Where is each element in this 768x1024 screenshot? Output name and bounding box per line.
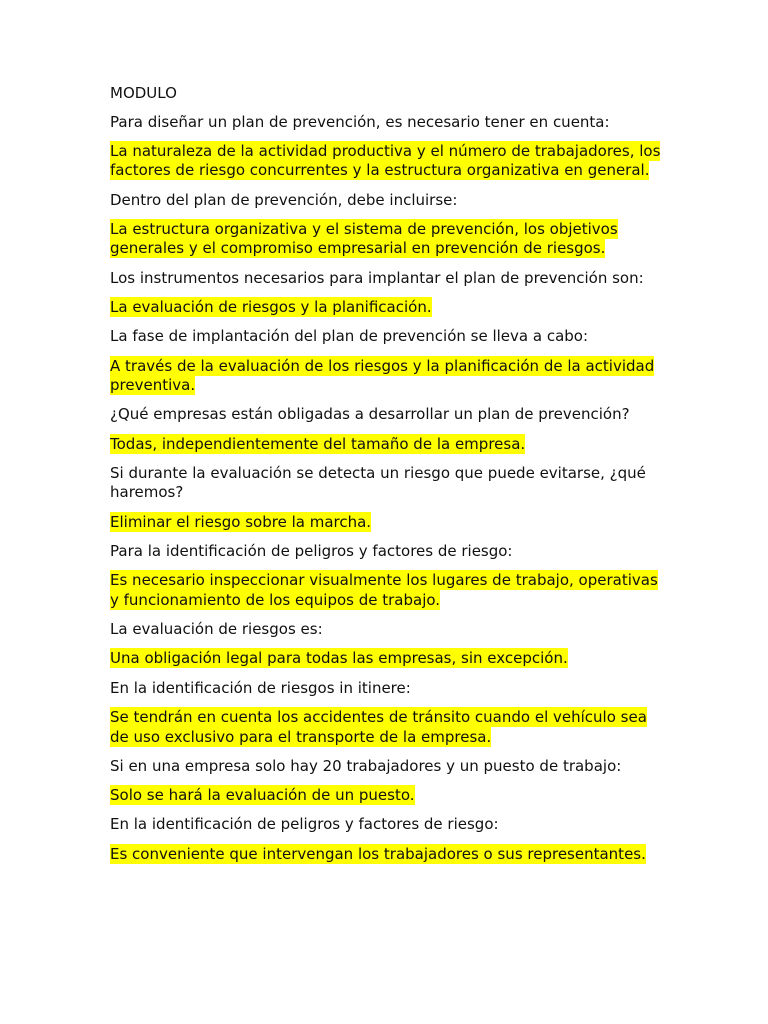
answer-highlight: Todas, independientemente del tamaño de la empresa.	[110, 434, 526, 453]
answer-5	[110, 435, 662, 455]
answer-highlight: Solo se hará la evaluación de un puesto.	[110, 786, 415, 805]
answer-1	[110, 142, 662, 181]
answer-highlight: La evaluación de riesgos y la planificación.	[110, 297, 432, 316]
question-11: En la identificación de peligros y factores de riesgo:	[110, 815, 499, 834]
answer-7	[110, 571, 662, 610]
answer-8	[110, 649, 662, 669]
answer-highlight: Eliminar el riesgo sobre la marcha.	[110, 512, 372, 531]
answer-highlight: Se tendrán en cuenta los accidentes de tránsito cuando el vehículo sea de uso exclusivo para el transporte de la empresa.	[110, 708, 647, 746]
question-3: Los instrumentos necesarios para implantar el plan de prevención son:	[110, 268, 644, 287]
question-4: La fase de implantación del plan de prevención se lleva a cabo:	[110, 327, 589, 346]
answer-10	[110, 786, 662, 806]
answer-6	[110, 513, 662, 533]
answer-highlight: Es conveniente que intervengan los trabajadores o sus representantes.	[110, 844, 646, 863]
answer-highlight: La naturaleza de la actividad productiva y el número de trabajadores, los factores de riesgo concurrentes y la estructura organizativa en general.	[110, 141, 661, 180]
question-5: ¿Qué empresas están obligadas a desarrollar un plan de prevención?	[110, 405, 630, 424]
question-8: La evaluación de riesgos es:	[110, 620, 323, 639]
answer-4	[110, 357, 662, 396]
question-2: Dentro del plan de prevención, debe incluirse:	[110, 190, 458, 209]
question-1: Para diseñar un plan de prevención, es necesario tener en cuenta:	[110, 112, 610, 131]
answer-highlight: La estructura organizativa y el sistema de prevención, los objetivos generales y el compromiso empresarial en prevención de riesgos.	[110, 219, 618, 258]
question-9: En la identificación de riesgos in itinere:	[110, 678, 411, 697]
answer-2	[110, 220, 662, 259]
document-title: MODULO	[110, 84, 177, 102]
answer-9	[110, 708, 662, 747]
answer-highlight: A través de la evaluación de los riesgos y la planificación de la actividad preventiva.	[110, 356, 655, 395]
answer-highlight: Es necesario inspeccionar visualmente los lugares de trabajo, operativas y funcionamiento de los equipos de trabajo.	[110, 571, 658, 609]
question-10: Si en una empresa solo hay 20 trabajadores y un puesto de trabajo:	[110, 756, 622, 775]
answer-highlight: Una obligación legal para todas las empresas, sin excepción.	[110, 649, 568, 668]
question-6: Si durante la evaluación se detecta un riesgo que puede evitarse, ¿qué haremos?	[110, 463, 646, 502]
answer-3	[110, 298, 662, 318]
answer-11	[110, 845, 662, 865]
question-7: Para la identificación de peligros y factores de riesgo:	[110, 542, 513, 561]
